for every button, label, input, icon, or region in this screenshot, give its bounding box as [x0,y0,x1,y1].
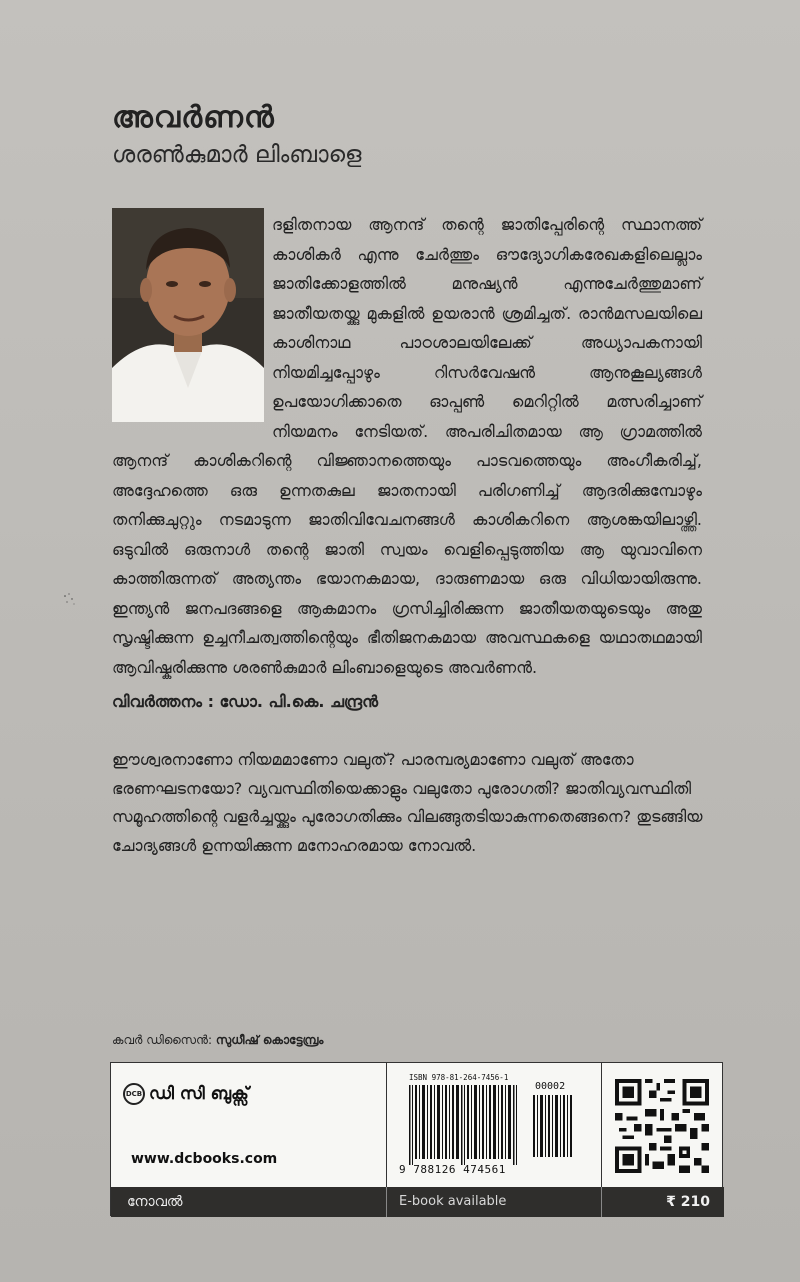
isbn-digits: 9 788126 474561 [399,1163,506,1176]
footer-strip [111,1187,724,1217]
qr-code-icon [615,1079,709,1173]
book-author: ശരൺകുമാർ ലിംബാളെ [112,142,362,168]
ebook-label: E-book available [399,1194,507,1209]
tagline-paragraph: ഈശ്വരനാണോ നിയമമാണോ വലുത്? പാരമ്പര്യമാണോ വലുത് അതോ ഭരണഘടനയോ? വ്യവസ്ഥിതിയെക്കാളും വലുതോ പുരോഗതി? ജാതിവ്യവസ്ഥിതി സമൂഹത്തിന്റെ വളർച്ചയ്ക്കും പുരോഗതിക്കും വിലങ്ങുതടിയാകുന്നതെങ്ങനെ? തുടങ്ങിയ ചോദ്യങ്ങൾ ഉന്നയിക്കുന്ന മനോഹരമായ നോവൽ. [112,750,703,855]
translator-credit: വിവർത്തനം : ഡോ. പി.കെ. ചന്ദ്രൻ [112,692,379,711]
price-code: 00002 [535,1081,566,1092]
addon-barcode-icon [533,1095,573,1157]
cover-design-label: കവർ ഡിസൈൻ: [112,1033,213,1047]
publisher-panel [111,1063,386,1187]
publisher-logo [123,1083,249,1105]
book-title: അവർണൻ [112,100,275,135]
cover-design-credit [112,1033,323,1048]
barcode-panel [386,1063,601,1187]
blurb-paragraph: ദളിതനായ ആനന്ദ് തന്റെ ജാതിപ്പേരിന്റെ സ്ഥാനത്ത് കാശികർ എന്നു ചേർത്തും ഔദ്യോഗികരേഖകളിലെല്ലാം ജാതിക്കോളത്തിൽ മനുഷ്യൻ എന്നുചേർത്തുമാണ് ജാതീയതയ്ക്കു മുകളിൽ ഉയരാൻ ശ്രമിച്ചത്. രാൻമസലയിലെ കാശിനാഥ പാഠശാലയിലേക്ക് അധ്യാപകനായി നിയമിച്ചപ്പോഴും റിസർവേഷൻ ആനുകൂല്യങ്ങൾ ഉപയോഗിക്കാതെ ഓപ്പൺ മെറിറ്റിൽ മത്സരിച്ചാണ് നിയമനം നേടിയത്. അപരിചിതമായ ആ ഗ്രാമത്തിൽ ആനന്ദ് കാശികറിന്റെ വിജ്ഞാനത്തെയും പാടവത്തെയും അംഗീകരിച്ച്, അദ്ദേഹത്തെ ഒരു ഉന്നതകുല ജാതനായി പരിഗണിച്ച് ആദരിക്കുമ്പോഴും തനിക്കുചുറ്റും നടമാടുന്ന ജാതിവിവേചനങ്ങൾ കാശികറിനെ ആശങ്കയിലാഴ്ത്തി. ഒടുവിൽ ഒരുനാൾ തന്റെ ജാതി സ്വയം വെളിപ്പെടുത്തിയ ആ യുവാവിനെ കാത്തിരുന്നത് അത്യന്തം ഭയാനകമായ, ദാരുണമായ ഒരു വിധിയായിരുന്നു. ഇന്ത്യൻ ജനപദങ്ങളെ ആകമാനം ഗ്രസിച്ചിരിക്കുന്ന ജാതീയതയുടെയും അതു സൃഷ്ടിക്കുന്ന ഉച്ചനീചത്വത്തിന്റെയും ഭീതിജനകമായ അവസ്ഥകളെ യഥാതഥമായി ആവിഷ്കരിക്കുന്നു ശരൺകുമാർ ലിംബാളെയുടെ അവർണൻ. [112,215,702,677]
isbn-barcode-icon [409,1085,527,1165]
cover-design-name: സുധീഷ് കൊട്ടേമ്പ്രം [215,1033,324,1047]
qr-panel [601,1063,724,1187]
price-label: ₹ 210 [666,1194,710,1210]
publisher-box [110,1062,723,1216]
publisher-name: ഡി സി ബുക്സ് [149,1084,249,1104]
publisher-website: www.dcbooks.com [131,1151,278,1167]
dc-books-logo-icon: DCB [123,1083,145,1105]
isbn-label: ISBN 978-81-264-7456-1 [409,1073,509,1082]
genre-label: നോവൽ [127,1194,183,1210]
blurb-paragraph-container [112,210,702,682]
print-speck [62,592,76,606]
